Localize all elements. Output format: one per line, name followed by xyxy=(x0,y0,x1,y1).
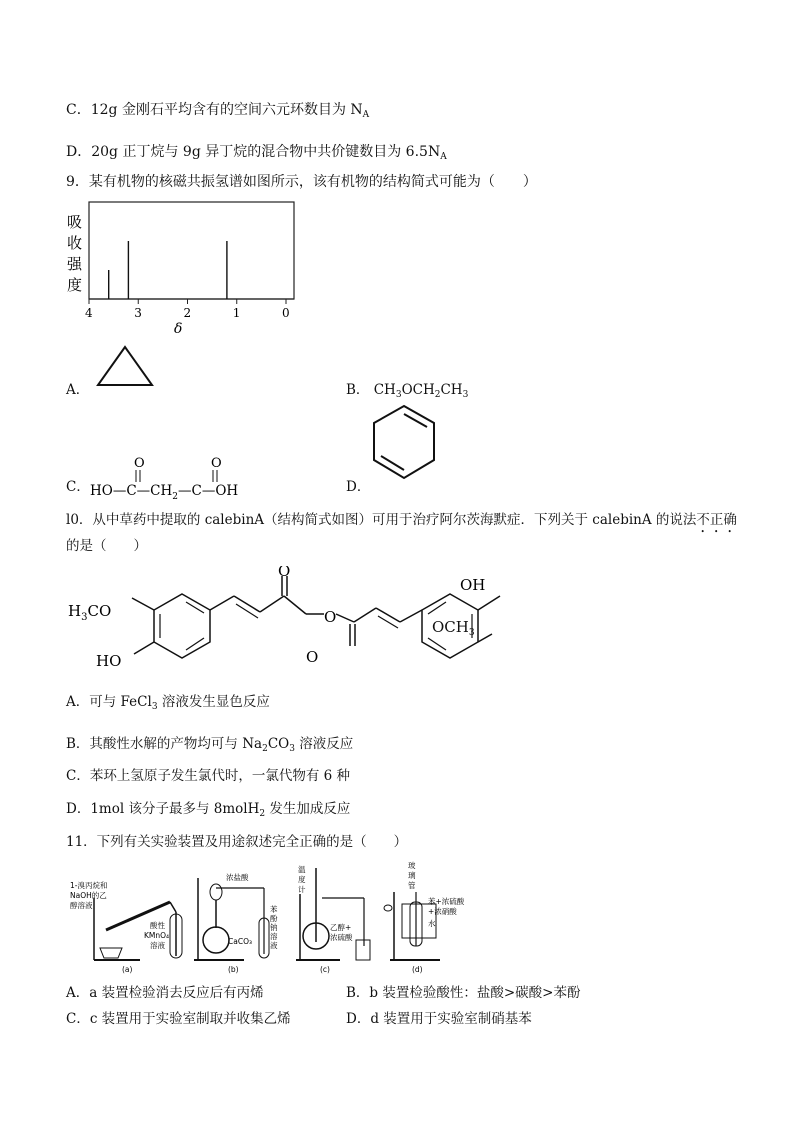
svg-text:酸性: 酸性 xyxy=(150,921,165,930)
lab-apparatus-figure xyxy=(64,858,474,974)
formula-left: $HO—C—CH_2—C—OH$ xyxy=(90,483,239,500)
svg-text:(d): (d) xyxy=(412,965,423,974)
svg-text:苯: 苯 xyxy=(270,905,278,914)
nmr-ylabel-3: 强 xyxy=(67,255,83,273)
option-text: A．可与 FeCl xyxy=(66,694,152,710)
q9-option-a-label: A． xyxy=(66,382,90,398)
nmr-tick-label: 2 xyxy=(183,306,192,320)
q11-option-b: B．b 装置检验酸性：盐酸>碳酸>苯酚 xyxy=(346,985,581,1001)
q9-stem: 9．某有机物的核磁共振氢谱如图所示，该有机物的结构简式可能为（ ） xyxy=(66,174,537,190)
svg-text:1-溴丙烷和: 1-溴丙烷和 xyxy=(70,881,108,890)
svg-text:NaOH的乙: NaOH的乙 xyxy=(70,891,107,900)
svg-text:乙醇+: 乙醇+ xyxy=(330,923,352,932)
svg-text:苯+浓硫酸: 苯+浓硫酸 xyxy=(428,897,465,906)
svg-text:醇溶液: 醇溶液 xyxy=(70,901,93,910)
svg-text:(b): (b) xyxy=(228,965,239,974)
malonic-acid-structure xyxy=(90,452,280,500)
formula-part: CH xyxy=(440,382,463,398)
ester-carbonyl-oxygen: O xyxy=(306,648,319,666)
nmr-spectrum-chart xyxy=(64,197,304,337)
svg-text:钠: 钠 xyxy=(270,923,278,932)
svg-text:酚: 酚 xyxy=(270,914,278,923)
svg-text:溶: 溶 xyxy=(270,932,278,941)
option-text: B．其酸性水解的产物均可与 Na xyxy=(66,736,263,752)
subscript: 2 xyxy=(434,390,441,400)
subscript: 3 xyxy=(462,390,469,400)
option-prefix: B． xyxy=(346,382,370,398)
nmr-ylabel-4: 度 xyxy=(67,276,83,294)
q10-option-b xyxy=(66,734,353,754)
subscript: A xyxy=(362,110,370,120)
svg-text:溶液: 溶液 xyxy=(150,941,165,950)
svg-text:水: 水 xyxy=(428,919,436,928)
svg-text:温: 温 xyxy=(298,865,306,874)
apparatus-d xyxy=(384,860,465,974)
option-text: C．苯环上氢原子发生氯代时，一氯代物有 6 种 xyxy=(66,768,351,784)
nmr-tick-label: 1 xyxy=(232,306,241,320)
option-prefix: C． xyxy=(66,102,91,118)
q9-option-c-label: C． xyxy=(66,479,90,495)
q10-option-a xyxy=(66,692,270,712)
svg-text:(a): (a) xyxy=(122,965,133,974)
svg-text:璃: 璃 xyxy=(408,871,416,880)
svg-text:KMnO₄: KMnO₄ xyxy=(144,931,170,940)
carbonyl-oxygen: O xyxy=(211,456,222,471)
svg-text:计: 计 xyxy=(298,885,306,894)
subscript: 3 xyxy=(151,702,158,712)
carbonyl-oxygen: O xyxy=(134,456,145,471)
option-text: 溶液反应 xyxy=(294,736,354,752)
option-prefix: D． xyxy=(66,144,92,160)
ester-oxygen: O xyxy=(324,608,337,626)
nmr-tick-label: 0 xyxy=(282,306,290,320)
apparatus-a xyxy=(70,880,182,974)
q8-option-c xyxy=(66,100,369,120)
q9-option-b xyxy=(346,381,468,399)
q10-option-c xyxy=(66,766,350,786)
cyclopropane-structure xyxy=(94,344,158,390)
svg-text:管: 管 xyxy=(408,881,416,890)
subscript: A xyxy=(440,152,447,162)
subscript: 3 xyxy=(468,628,475,638)
svg-text:浓硫酸: 浓硫酸 xyxy=(330,933,353,942)
subscript: 2 xyxy=(262,744,268,754)
nmr-frame xyxy=(89,202,294,299)
q9-option-d-label: D． xyxy=(346,479,371,495)
ketone-oxygen: O xyxy=(278,566,291,580)
svg-text:玻: 玻 xyxy=(408,861,416,870)
option-text: D．1mol 该分子最多与 8molH xyxy=(66,801,260,817)
methoxy-left: $H_3CO$ xyxy=(68,602,112,623)
formula-part: OCH xyxy=(432,618,469,636)
q11-option-d: D．d 装置用于实验室制硝基苯 xyxy=(346,1011,532,1027)
nmr-ylabel-2: 收 xyxy=(67,234,83,252)
svg-text:(c): (c) xyxy=(320,965,330,974)
formula-part: CH xyxy=(373,382,396,398)
hydroxyl-right: OH xyxy=(460,576,486,594)
stem-text: l0．从中草药中提取的 calebinA（结构简式如图）可用于治疗阿尔茨海默症．下列关于 calebinA 的说法 xyxy=(66,512,697,528)
apparatus-b xyxy=(194,872,278,974)
subscript: 2 xyxy=(259,809,266,819)
apparatus-c xyxy=(296,865,370,974)
q10-stem-line1 xyxy=(66,510,737,536)
svg-text:CaCO₃: CaCO₃ xyxy=(228,937,252,946)
option-text: 发生加成反应 xyxy=(265,801,351,817)
methoxy-right-label xyxy=(432,618,475,638)
option-text: CO xyxy=(267,736,290,752)
cyclohexadiene-structure xyxy=(368,402,440,484)
option-text: 20g 正丁烷与 9g 异丁烷的混合物中共价键数目为 6.5N xyxy=(91,144,441,160)
svg-text:液: 液 xyxy=(270,941,278,950)
formula-part: OCH xyxy=(401,382,435,398)
nmr-tick-label: 3 xyxy=(134,306,142,320)
svg-text:浓盐酸: 浓盐酸 xyxy=(226,873,249,882)
q11-stem: 11．下列有关实验装置及用途叙述完全正确的是（ ） xyxy=(66,834,408,850)
nmr-ylabel-1: 吸 xyxy=(67,213,83,231)
emphasis-text: 不正确 xyxy=(696,512,737,528)
q10-stem-line2: 的是（ ） xyxy=(66,538,147,554)
subscript: 3 xyxy=(395,390,402,400)
hydroxyl-left: HO xyxy=(96,652,122,670)
option-text: 溶液发生显色反应 xyxy=(157,694,270,710)
q8-option-d xyxy=(66,142,447,162)
q10-option-d xyxy=(66,799,350,819)
subscript: 3 xyxy=(289,744,295,754)
option-text: 12g 金刚石平均含有的空间六元环数目为 N xyxy=(90,102,363,118)
nmr-xlabel: δ xyxy=(174,321,183,337)
svg-text:+浓硝酸: +浓硝酸 xyxy=(428,907,457,916)
nmr-tick-label: 4 xyxy=(85,306,93,320)
q11-option-c: C．c 装置用于实验室制取并收集乙烯 xyxy=(66,1011,291,1027)
q11-option-a: A．a 装置检验消去反应后有丙烯 xyxy=(66,985,264,1001)
svg-text:度: 度 xyxy=(298,875,306,884)
